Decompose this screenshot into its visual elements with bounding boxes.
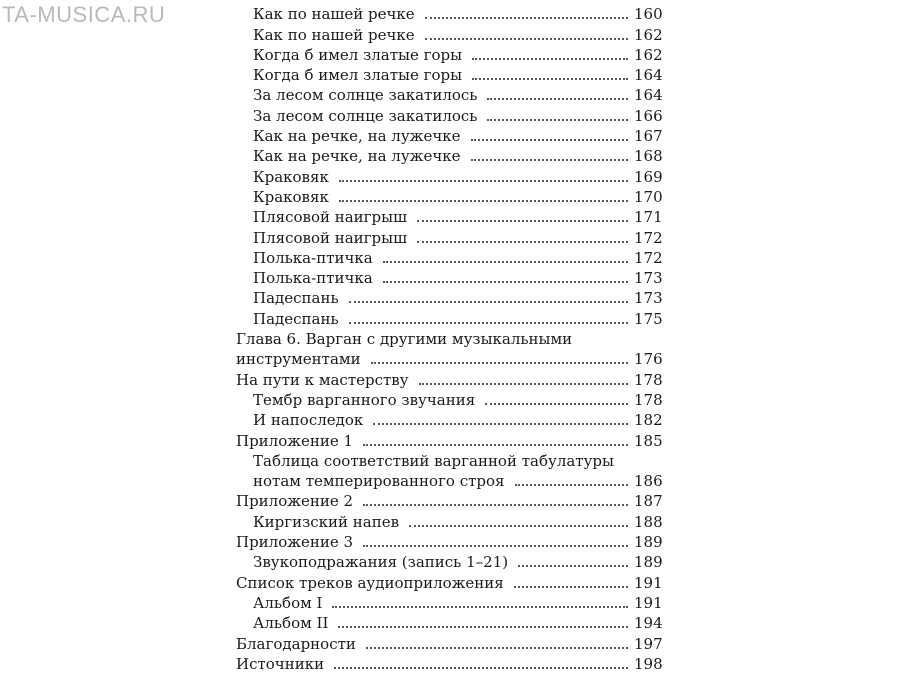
dot-leader (485, 403, 628, 405)
toc-entry-title: Киргизский напев (253, 512, 400, 531)
toc-entry (236, 490, 663, 511)
toc-entry (236, 368, 663, 389)
dot-leader (339, 180, 628, 182)
watermark-text: TA-MUSICA.RU (2, 2, 166, 27)
toc-page-number: 185 (634, 431, 663, 450)
toc-page-number: 189 (634, 533, 663, 552)
dot-leader (363, 545, 628, 547)
toc-page-number: 169 (634, 167, 663, 186)
toc-entry-title: Когда б имел златые горы (253, 66, 463, 85)
dot-leader (371, 362, 628, 364)
toc-page-number: 167 (634, 127, 663, 146)
toc-page-number: 178 (634, 390, 663, 409)
dot-leader (515, 484, 628, 486)
dot-leader (487, 119, 628, 121)
toc-page-number: 172 (634, 228, 663, 247)
toc-entry (236, 389, 663, 409)
toc-page-number: 164 (634, 86, 663, 105)
toc-entry-title: Полька-птичка (253, 248, 373, 267)
toc-entry (236, 510, 663, 531)
toc-entry-title: Плясовой наигрыш (253, 228, 408, 247)
toc-entry-title: На пути к мастерству (236, 370, 409, 389)
toc-entry-title: Как по нашей речке (253, 25, 415, 44)
dot-leader (363, 504, 628, 506)
toc-entry (236, 551, 663, 572)
dot-leader (425, 17, 628, 19)
toc-page-number: 160 (634, 5, 663, 24)
toc-entry (236, 125, 663, 146)
dot-leader (334, 667, 628, 669)
toc-page-number: 175 (634, 309, 663, 328)
toc-page-number: 182 (634, 411, 663, 430)
dot-leader (419, 383, 628, 385)
toc-page-number: 166 (634, 106, 663, 125)
toc-entry-title: Краковяк (253, 187, 329, 206)
toc-page-number: 191 (634, 593, 663, 612)
toc-entry (236, 247, 663, 267)
dot-leader (383, 261, 628, 263)
toc-page-number: 186 (634, 472, 663, 491)
toc-entry (236, 64, 663, 85)
toc-entry (236, 165, 663, 186)
dot-leader (472, 78, 628, 80)
toc-entry (236, 592, 663, 612)
toc-entry-title: Краковяк (253, 167, 329, 186)
toc-entry (236, 267, 663, 288)
toc-entry-title: Как на речке, на лужечке (253, 127, 461, 146)
toc-entry-title: Как по нашей речке (253, 5, 415, 24)
toc-page-number: 178 (634, 370, 663, 389)
toc-entry (236, 84, 663, 105)
toc-entry (236, 429, 663, 450)
toc-entry-title: Список треков аудиоприложения (236, 573, 504, 592)
toc-entry-title: За лесом солнце закатилось (253, 86, 478, 105)
dot-leader (332, 606, 628, 608)
dot-leader (487, 98, 628, 100)
toc-entry (236, 226, 663, 247)
toc-entry-title-continued: инструментами (236, 350, 361, 369)
toc-entry-title: Приложение 2 (236, 492, 354, 511)
toc-entry-title: Таблица соответствий варганной табулатуры (253, 451, 614, 470)
toc-entry (236, 104, 663, 125)
dot-leader (417, 241, 628, 243)
toc-page-number: 176 (634, 350, 663, 369)
toc-entry-title: Приложение 3 (236, 533, 354, 552)
toc-entry (236, 206, 663, 227)
toc-entry-title: Приложение 1 (236, 431, 354, 450)
toc-entry-title: И напоследок (253, 411, 364, 430)
dot-leader (339, 200, 628, 202)
dot-leader (425, 38, 628, 40)
table-of-contents (236, 3, 663, 673)
toc-page-number: 170 (634, 187, 663, 206)
toc-entry (236, 653, 663, 673)
toc-page-number: 172 (634, 248, 663, 267)
toc-page-number: 198 (634, 654, 663, 673)
toc-entry (236, 307, 663, 328)
toc-page-number: 188 (634, 512, 663, 531)
dot-leader (338, 626, 628, 628)
toc-entry-title: Благодарности (236, 634, 356, 653)
dot-leader (383, 281, 628, 283)
toc-entry (236, 328, 663, 369)
toc-entry (236, 450, 663, 491)
toc-page-number: 168 (634, 147, 663, 166)
toc-entry-title: За лесом солнце закатилось (253, 106, 478, 125)
toc-entry-title: Падеспань (253, 289, 339, 308)
toc-entry (236, 612, 663, 633)
dot-leader (363, 444, 628, 446)
dot-leader (349, 322, 628, 324)
toc-entry-title: Источники (236, 654, 325, 673)
toc-page-number: 197 (634, 634, 663, 653)
toc-entry (236, 287, 663, 308)
toc-page-number: 173 (634, 269, 663, 288)
toc-entry-title: Полька-птичка (253, 269, 373, 288)
dot-leader (471, 159, 629, 161)
toc-entry (236, 44, 663, 64)
toc-page-number: 162 (634, 45, 663, 64)
toc-entry (236, 145, 663, 166)
dot-leader (518, 565, 628, 567)
toc-entry-title: Звукоподражания (запись 1–21) (253, 553, 509, 572)
toc-entry (236, 531, 663, 552)
dot-leader (349, 301, 628, 303)
toc-page-number: 194 (634, 614, 663, 633)
toc-entry-title: Альбом I (253, 593, 323, 612)
dot-leader (409, 525, 628, 527)
dot-leader (366, 647, 628, 649)
toc-entry-title: Плясовой наигрыш (253, 208, 408, 227)
toc-entry (236, 409, 663, 430)
dot-leader (373, 423, 628, 425)
toc-entry-title: Падеспань (253, 309, 339, 328)
toc-page-number: 191 (634, 573, 663, 592)
dot-leader (471, 139, 629, 141)
toc-page-number: 187 (634, 492, 663, 511)
toc-entry-title: Когда б имел златые горы (253, 45, 463, 64)
dot-leader (417, 220, 628, 222)
toc-entry (236, 3, 663, 24)
toc-page-number: 162 (634, 25, 663, 44)
toc-page-number: 173 (634, 289, 663, 308)
toc-entry (236, 571, 663, 592)
toc-entry (236, 186, 663, 206)
toc-entry-title-continued: нотам темперированного строя (253, 472, 505, 491)
toc-entry (236, 23, 663, 44)
toc-entry (236, 632, 663, 653)
toc-page-number: 164 (634, 66, 663, 85)
toc-entry-title: Глава 6. Варган с другими музыкальными (236, 330, 573, 349)
toc-entry-title: Как на речке, на лужечке (253, 147, 461, 166)
toc-page-number: 189 (634, 553, 663, 572)
toc-entry-title: Тембр варганного звучания (253, 390, 476, 409)
dot-leader (514, 586, 628, 588)
toc-page-number: 171 (634, 208, 663, 227)
toc-entry-title: Альбом II (253, 614, 329, 633)
dot-leader (472, 58, 628, 60)
